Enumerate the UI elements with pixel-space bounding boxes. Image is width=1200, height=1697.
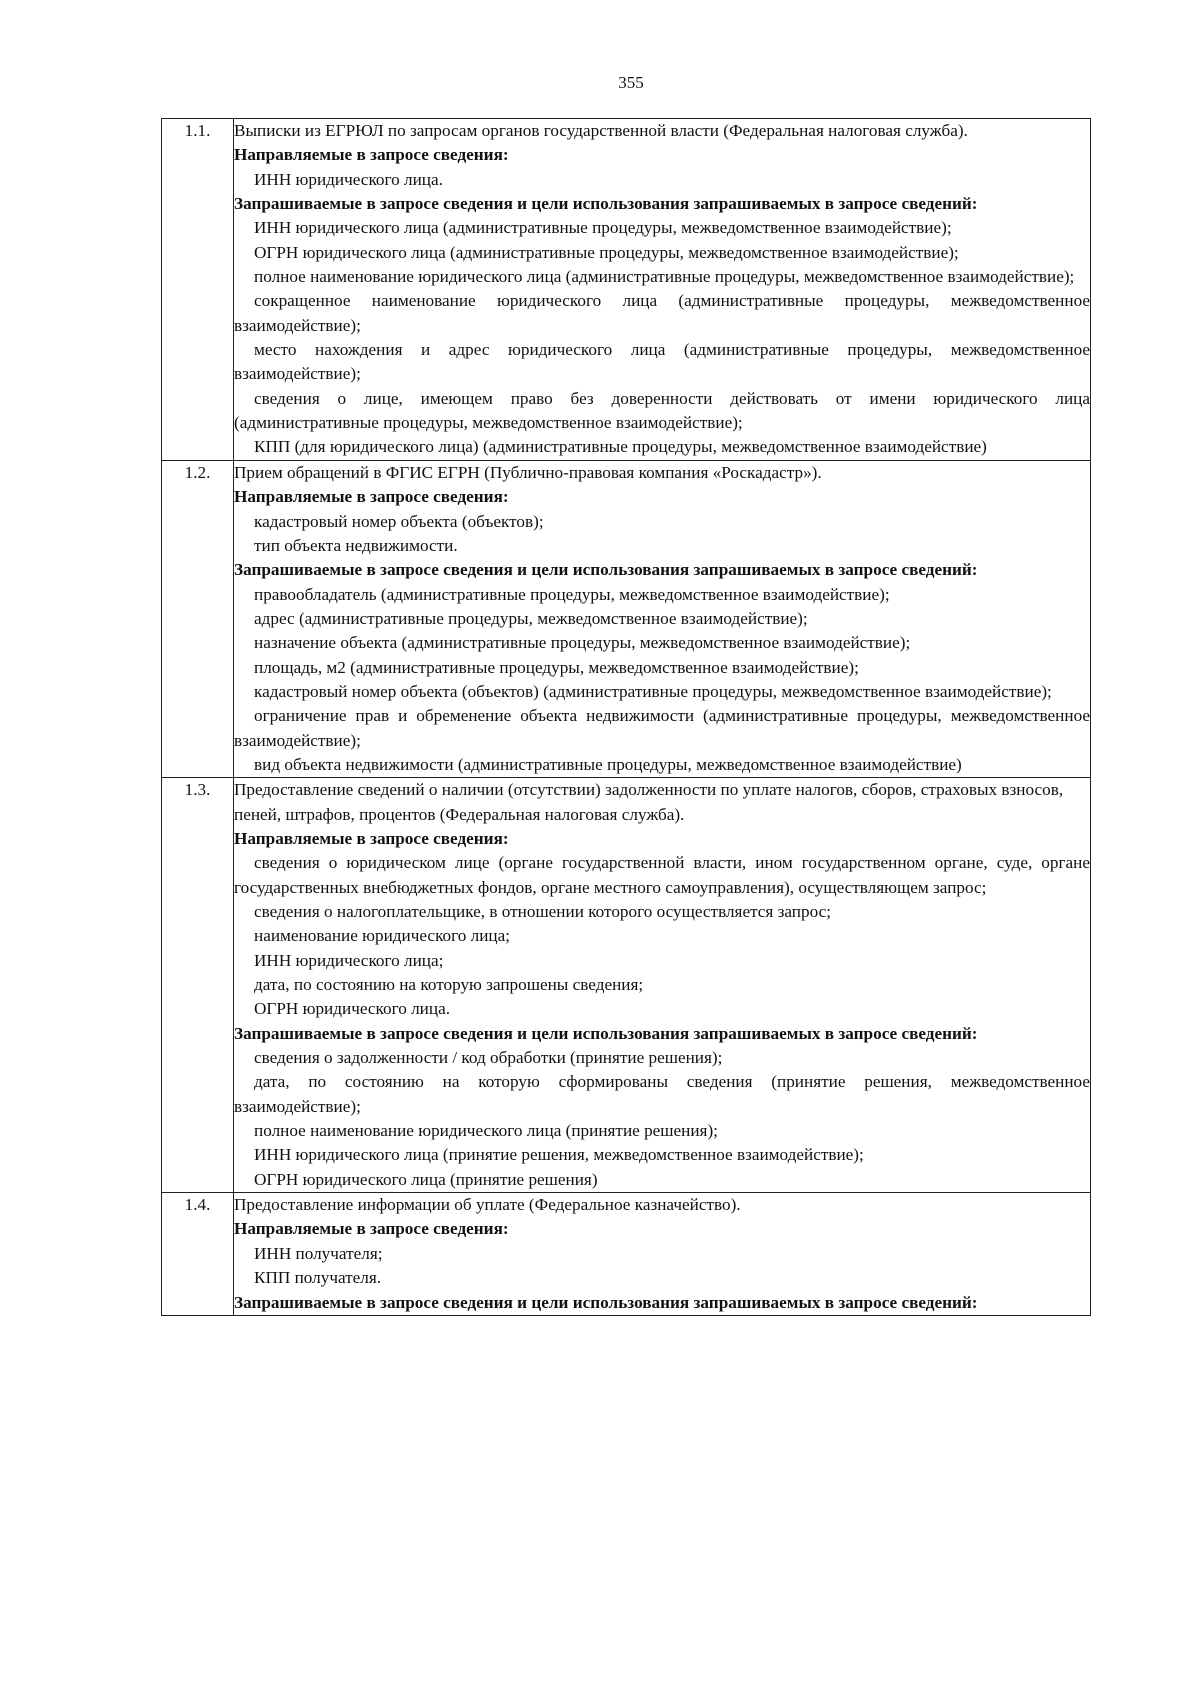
- list-item: тип объекта недвижимости.: [254, 535, 458, 555]
- list-item: КПП (для юридического лица) (административные процедуры, межведомственное взаимодействие): [254, 437, 987, 457]
- table-row: [162, 119, 1091, 461]
- list-item: сведения о задолженности / код обработки (принятие решения);: [254, 1048, 723, 1068]
- list-item: правообладатель (административные процедуры, межведомственное взаимодействие);: [254, 584, 890, 604]
- data-table: [161, 118, 1091, 1316]
- row-number: 1.4.: [162, 1193, 234, 1316]
- list-item: место нахождения и адрес юридического лица (административные процедуры, межведомственное взаимодействие);: [234, 340, 1090, 384]
- section-heading: Направляемые в запросе сведения:: [234, 145, 509, 165]
- list-item: сведения о налогоплательщике, в отношении которого осуществляется запрос;: [254, 902, 832, 921]
- table-row: [162, 460, 1091, 777]
- list-item: полное наименование юридического лица (принятие решения);: [254, 1121, 718, 1141]
- service-title: Выписки из ЕГРЮЛ по запросам органов государственной власти (Федеральная налоговая служба).: [234, 121, 968, 140]
- section-heading: Направляемые в запросе сведения:: [234, 1219, 509, 1239]
- service-title: Прием обращений в ФГИС ЕГРН (Публично-правовая компания «Роскадастр»).: [234, 462, 822, 482]
- section-heading: Запрашиваемые в запросе сведения и цели использования запрашиваемых в запросе сведений:: [234, 1023, 978, 1043]
- list-item: ОГРН юридического лица (принятие решения): [254, 1169, 598, 1189]
- list-item: ИНН получателя;: [254, 1243, 383, 1263]
- section-heading: Запрашиваемые в запросе сведения и цели использования запрашиваемых в запросе сведений:: [234, 1292, 978, 1312]
- list-item: ИНН юридического лица;: [254, 950, 444, 970]
- list-item: наименование юридического лица;: [254, 926, 511, 946]
- row-content: [234, 460, 1091, 777]
- list-item: ИНН юридического лица (административные процедуры, межведомственное взаимодействие);: [254, 218, 952, 238]
- section-heading: Направляемые в запросе сведения:: [234, 828, 509, 848]
- row-content: [234, 778, 1091, 1193]
- table-row: [162, 1193, 1091, 1316]
- list-item: ИНН юридического лица.: [254, 169, 443, 189]
- section-heading: Направляемые в запросе сведения:: [234, 487, 509, 507]
- section-heading: Запрашиваемые в запросе сведения и цели использования запрашиваемых в запросе сведений:: [234, 560, 978, 580]
- list-item: КПП получателя.: [254, 1268, 382, 1288]
- list-item: адрес (административные процедуры, межведомственное взаимодействие);: [254, 608, 808, 628]
- list-item: назначение объекта (административные процедуры, межведомственное взаимодействие);: [254, 633, 911, 653]
- row-number: 1.2.: [162, 460, 234, 777]
- list-item: сокращенное наименование юридического лица (административные процедуры, межведомственное взаимодействие);: [234, 291, 1090, 335]
- list-item: площадь, м2 (административные процедуры, межведомственное взаимодействие);: [254, 657, 859, 677]
- list-item: сведения о юридическом лице (органе государственной власти, ином государственном органе, суде, органе государственных внебюджетных фондов, органе местного самоуправления), осуществляющем запрос;: [234, 853, 1090, 897]
- row-content: [234, 119, 1091, 461]
- list-item: ИНН юридического лица (принятие решения, межведомственное взаимодействие);: [254, 1145, 864, 1165]
- row-number: 1.3.: [162, 778, 234, 1193]
- table-row: [162, 778, 1091, 1193]
- list-item: вид объекта недвижимости (административные процедуры, межведомственное взаимодействие): [254, 754, 962, 774]
- list-item: дата, по состоянию на которую сформированы сведения (принятие решения, межведомственное взаимодействие);: [234, 1072, 1090, 1116]
- list-item: кадастровый номер объекта (объектов);: [254, 511, 544, 531]
- list-item: ОГРН юридического лица.: [254, 999, 451, 1019]
- section-heading: Запрашиваемые в запросе сведения и цели использования запрашиваемых в запросе сведений:: [234, 194, 978, 214]
- page-number: 355: [618, 73, 644, 92]
- list-item: сведения о лице, имеющем право без доверенности действовать от имени юридического лица (административные процедуры, межведомственное взаимодействие);: [234, 388, 1090, 433]
- list-item: дата, по состоянию на которую запрошены сведения;: [254, 975, 644, 995]
- service-title: Предоставление информации об уплате (Федеральное казначейство).: [234, 1195, 741, 1215]
- list-item: кадастровый номер объекта (объектов) (административные процедуры, межведомственное взаимодействие);: [254, 681, 1052, 701]
- row-content: [234, 1193, 1091, 1316]
- list-item: ограничение прав и обременение объекта недвижимости (административные процедуры, межведомственное взаимодействие);: [234, 706, 1090, 750]
- list-item: полное наименование юридического лица (административные процедуры, межведомственное взаимодействие);: [254, 267, 1075, 287]
- service-title: Предоставление сведений о наличии (отсутствии) задолженности по уплате налогов, сборов, страховых взносов, пеней, штрафов, процентов (Федеральная налоговая служба).: [234, 780, 1064, 824]
- row-number: 1.1.: [162, 119, 234, 461]
- list-item: ОГРН юридического лица (административные процедуры, межведомственное взаимодействие);: [254, 242, 959, 262]
